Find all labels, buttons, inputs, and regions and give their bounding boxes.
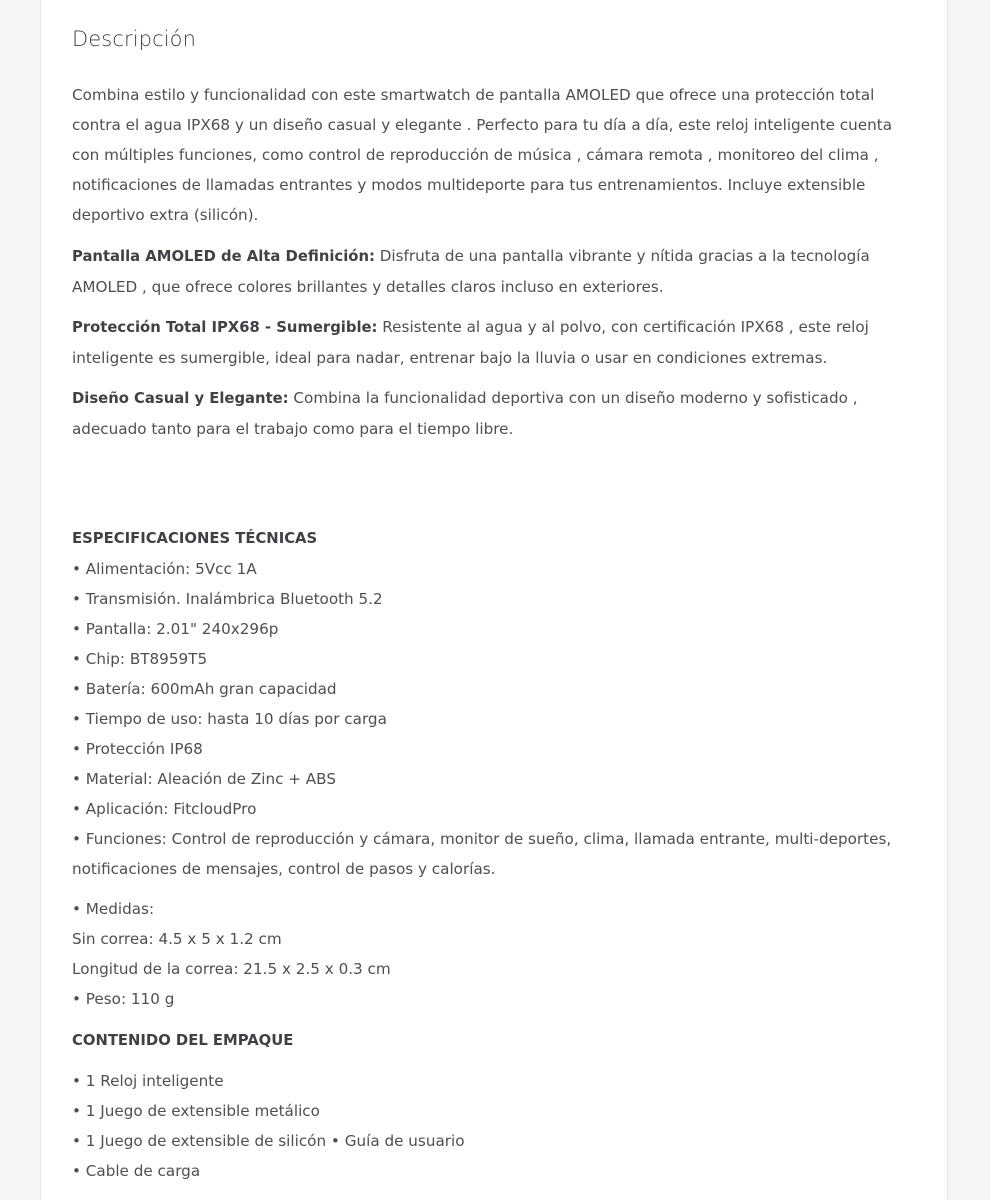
feature-heading: Pantalla AMOLED de Alta Definición: bbox=[72, 248, 375, 265]
feature-paragraph-ipx68 bbox=[72, 312, 922, 373]
measures-list bbox=[72, 894, 922, 1014]
spec-item: • Tiempo de uso: hasta 10 días por carga bbox=[72, 710, 387, 728]
package-heading-row bbox=[72, 1025, 922, 1056]
spec-item: • Chip: BT8959T5 bbox=[72, 650, 208, 668]
feature-text: Combina la funcionalidad deportiva con un diseño moderno y sofisticado , adecuado tanto para el trabajo como para el tiempo libre. bbox=[72, 389, 858, 438]
feature-text: Disfruta de una pantalla vibrante y nítida gracias a la tecnología AMOLED , que ofrece colores brillantes y detalles claros incluso en exteriores. bbox=[72, 247, 870, 296]
specs-list bbox=[72, 524, 922, 884]
package-heading: CONTENIDO DEL EMPAQUE bbox=[72, 1032, 294, 1049]
measure-item: Longitud de la correa: 21.5 x 2.5 x 0.3 cm bbox=[72, 960, 391, 978]
measure-item: • Medidas: bbox=[72, 900, 155, 918]
spec-item: • Aplicación: FitcloudPro bbox=[72, 800, 257, 818]
spec-item: • Protección IP68 bbox=[72, 740, 203, 758]
spec-item: • Alimentación: 5Vcc 1A bbox=[72, 560, 257, 578]
spec-item: • Material: Aleación de Zinc + ABS bbox=[72, 770, 336, 788]
package-item: • Cable de carga bbox=[72, 1162, 201, 1180]
spec-item: • Funciones: Control de reproducción y cámara, monitor de sueño, clima, llamada entrante, multi-deportes, notificaciones de mensajes, control de pasos y calorías. bbox=[72, 830, 892, 878]
package-item: • 1 Reloj inteligente bbox=[72, 1072, 224, 1090]
feature-paragraph-design bbox=[72, 383, 922, 444]
package-item: • 1 Juego de extensible de silicón • Guía de usuario bbox=[72, 1132, 465, 1150]
spec-item: • Transmisión. Inalámbrica Bluetooth 5.2 bbox=[72, 590, 383, 608]
feature-heading: Diseño Casual y Elegante: bbox=[72, 390, 289, 407]
description-panel bbox=[40, 0, 948, 1200]
intro-paragraph: Combina estilo y funcionalidad con este smartwatch de pantalla AMOLED que ofrece una protección total contra el agua IPX68 y un diseño casual y elegante . Perfecto para tu día a día, este reloj inteligente cuenta con múltiples funciones, como control de reproducción de música , cámara remota , monitoreo del clima , notificaciones de llamadas entrantes y modos multideporte para tus entrenamientos. Incluye extensible deportivo extra (silicón). bbox=[72, 86, 893, 224]
spec-item: • Pantalla: 2.01" 240x296p bbox=[72, 620, 279, 638]
measure-item: Sin correa: 4.5 x 5 x 1.2 cm bbox=[72, 930, 282, 948]
measure-item: • Peso: 110 g bbox=[72, 990, 175, 1008]
feature-heading: Protección Total IPX68 - Sumergible: bbox=[72, 319, 378, 336]
specs-heading: ESPECIFICACIONES TÉCNICAS bbox=[72, 530, 318, 547]
section-title: Descripción bbox=[72, 27, 197, 51]
feature-text: Resistente al agua y al polvo, con certificación IPX68 , este reloj inteligente es sumergible, ideal para nadar, entrenar bajo la lluvia o usar en condiciones extremas. bbox=[72, 318, 869, 367]
package-item: • 1 Juego de extensible metálico bbox=[72, 1102, 320, 1120]
feature-paragraph-amoled bbox=[72, 241, 922, 302]
spec-item: • Batería: 600mAh gran capacidad bbox=[72, 680, 337, 698]
package-list bbox=[72, 1066, 922, 1186]
